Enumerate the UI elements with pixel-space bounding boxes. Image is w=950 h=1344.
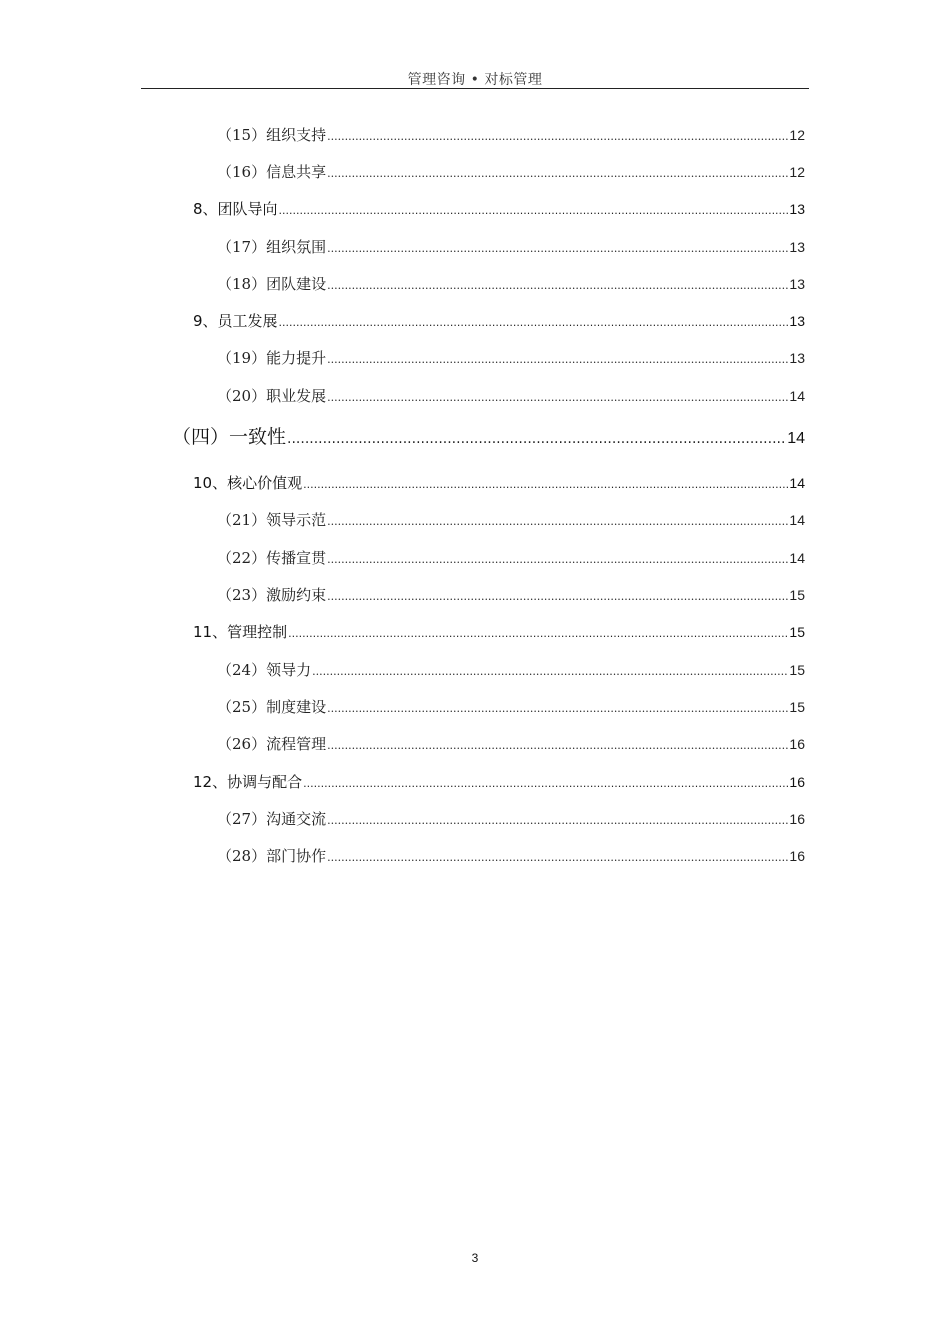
toc-entry-15[interactable] — [217, 124, 805, 145]
toc-entry-23[interactable] — [217, 584, 805, 605]
toc-entry-label: 11、管理控制 — [193, 623, 288, 641]
toc-page-number: 12 — [789, 127, 805, 143]
toc-dot-leader — [303, 478, 788, 491]
toc-dot-leader — [327, 242, 788, 255]
toc-page-number: 13 — [789, 350, 805, 366]
toc-page-number: 16 — [789, 774, 805, 790]
toc-dot-leader — [287, 431, 786, 447]
toc-dot-leader — [327, 590, 788, 603]
toc-page-number: 15 — [789, 662, 805, 678]
toc-entry-label: （22）传播宣贯 — [217, 549, 327, 567]
toc-entry-11[interactable] — [193, 621, 805, 642]
toc-page-number: 14 — [789, 388, 805, 404]
toc-entry-label: （23）激励约束 — [217, 586, 327, 604]
toc-dot-leader — [327, 814, 788, 827]
toc-dot-leader — [327, 167, 788, 180]
toc-entry-label: （17）组织氛围 — [217, 238, 327, 256]
toc-dot-leader — [303, 777, 788, 790]
toc-entry-label: （27）沟通交流 — [217, 810, 327, 828]
toc-page-number: 15 — [789, 699, 805, 715]
toc-entry-21[interactable] — [217, 509, 805, 530]
toc-entry-18[interactable] — [217, 273, 805, 294]
toc-dot-leader — [288, 627, 788, 640]
toc-entry-16[interactable] — [217, 161, 805, 182]
toc-dot-leader — [327, 702, 788, 715]
toc-entry-label: 12、协调与配合 — [193, 773, 303, 791]
page-number: 3 — [471, 1251, 479, 1265]
toc-entry-label: （24）领导力 — [217, 661, 312, 679]
toc-page-number: 14 — [789, 475, 805, 491]
toc-entry-label: （26）流程管理 — [217, 735, 327, 753]
toc-entry-label: 10、核心价值观 — [193, 474, 303, 492]
toc-entry-28[interactable] — [217, 845, 805, 866]
toc-page-number: 14 — [789, 550, 805, 566]
toc-page-number: 16 — [789, 848, 805, 864]
running-header: 管理咨询 • 对标管理 — [407, 72, 543, 88]
toc-entry-section-4[interactable] — [172, 422, 805, 449]
toc-page-number: 13 — [789, 313, 805, 329]
toc-entry-27[interactable] — [217, 808, 805, 829]
toc-dot-leader — [327, 739, 788, 752]
toc-entry-26[interactable] — [217, 733, 805, 754]
toc-entry-25[interactable] — [217, 696, 805, 717]
toc-dot-leader — [279, 316, 789, 329]
toc-dot-leader — [327, 553, 788, 566]
toc-entry-label: （20）职业发展 — [217, 387, 327, 405]
toc-page-number: 12 — [789, 164, 805, 180]
toc-page-number: 14 — [787, 430, 805, 447]
toc-page-number: 16 — [789, 736, 805, 752]
toc-page-number: 13 — [789, 201, 805, 217]
toc-entry-label: （25）制度建设 — [217, 698, 327, 716]
toc-entry-label: （21）领导示范 — [217, 511, 327, 529]
toc-page-number: 13 — [789, 276, 805, 292]
toc-dot-leader — [327, 353, 788, 366]
toc-dot-leader — [279, 204, 789, 217]
toc-page-number: 15 — [789, 624, 805, 640]
toc-entry-label: （18）团队建设 — [217, 275, 327, 293]
toc-page-number: 16 — [789, 811, 805, 827]
toc-entry-label: 8、团队导向 — [193, 200, 278, 218]
toc-entry-10[interactable] — [193, 472, 805, 493]
toc-dot-leader — [327, 279, 788, 292]
toc-page-number: 14 — [789, 512, 805, 528]
toc-entry-20[interactable] — [217, 385, 805, 406]
toc-dot-leader — [327, 130, 788, 143]
toc-entry-label: （四）一致性 — [172, 426, 287, 448]
toc-entry-22[interactable] — [217, 547, 805, 568]
toc-entry-label: （15）组织支持 — [217, 126, 327, 144]
toc-dot-leader — [312, 665, 788, 678]
toc-entry-label: （19）能力提升 — [217, 349, 327, 367]
toc-entry-9[interactable] — [193, 310, 805, 331]
toc-entry-8[interactable] — [193, 198, 805, 219]
toc-dot-leader — [327, 515, 788, 528]
toc-entry-19[interactable] — [217, 347, 805, 368]
toc-entry-label: （28）部门协作 — [217, 847, 327, 865]
toc-dot-leader — [327, 391, 788, 404]
toc-entry-12[interactable] — [193, 771, 805, 792]
toc-dot-leader — [327, 851, 788, 864]
toc-entry-label: （16）信息共享 — [217, 163, 327, 181]
toc-entry-24[interactable] — [217, 659, 805, 680]
toc-entry-label: 9、员工发展 — [193, 312, 278, 330]
toc-entry-17[interactable] — [217, 236, 805, 257]
toc-page-number: 13 — [789, 239, 805, 255]
toc-page-number: 15 — [789, 587, 805, 603]
